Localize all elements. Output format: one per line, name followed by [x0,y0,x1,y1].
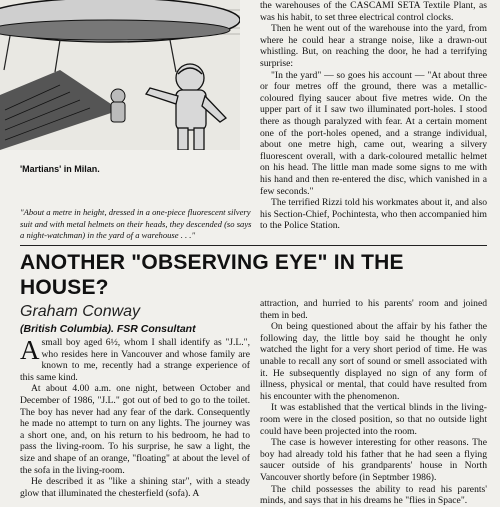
paragraph: He described it as "like a shining star", with a steady glow that illuminated the chesterfield (sofa). A [20,476,250,499]
paragraph: attraction, and hurried to his parents' room and joined them in bed. [260,298,487,321]
paragraph: the warehouses of the CASCAMI SETA Textile Plant, as was his habit, to set three electrical control clocks. [260,0,487,23]
paragraph: The child possesses the ability to read his parents' minds, and says that in his dreams he "flies in Space". [260,483,487,507]
illustration-quote: "About a metre in height, dressed in a one-piece fluorescent silvery suit and with metal helmets on their heads, they descended (so says a night-watchman) in the yard of a warehouse . . ." [20,207,252,240]
paragraph: "In the yard" — so goes his account — "At about three or four metres off the ground, there was a metallic-coloured flying saucer about five metres wide. On the upper part of it I saw two illuminated port-holes. I stood there as though paralyzed with fear. At a certain moment one of the port-holes opened, and a strange individual, about one metre high, came out, wearing a silvery fluorescent overall, with a dark-coloured metallic helmet on his head. The little man made some signs to me with his hand and then re-entered the disc, which vanished in a few seconds." [260,69,487,197]
paragraph: On being questioned about the affair by his father the following day, the little boy said he thought he only watched the light for a very short period of time. He was unable to recall any sort of sound or smell associated with it. He subsequently displayed no sign of any form of illness, physical or mental, that could have resulted from his encounter with the phenomenon. [260,321,487,402]
article-author: Graham Conway [20,303,141,320]
article-headline: ANOTHER "OBSERVING EYE" IN THE HOUSE? [20,251,404,299]
section-divider [20,245,487,246]
article-right-column [260,298,487,507]
author-affiliation: (British Columbia). FSR Consultant [20,323,196,335]
drop-cap: A [20,335,40,365]
paragraph: Then he went out of the warehouse into the yard, from where he could hear a strange noise, like a drawn-out whistling. But, on reaching the door, he had a terrifying surprise: [260,23,487,69]
martians-illustration [0,0,240,150]
illustration-caption: 'Martians' in Milan. [20,164,100,174]
opening-paragraph [20,337,250,383]
opening-text: small boy aged 6½, whom I shall identify as "J.L.", who resides here in Vancouver and whose family are known to me, recently had a strange experience of this same kind. [20,337,250,383]
paragraph: The terrified Rizzi told his workmates about it, and also his Section-Chief, Pochintesta, who then accompanied him to the Police Station. [260,197,487,232]
paragraph: At about 4.00 a.m. one night, between October and December of 1986, "J.L." got out of bed to go to the toilet. The boy has never had any fear of the dark. Consequently he made no attempt to turn on any lights. The journey was a short one, and, on his return to his bedroom, he had to pass the living-room. To his surprise, he saw a light, the size and shape of an orange, "floating" at about the level of the sofa in the living-room. [20,383,250,476]
paragraph: The case is however interesting for other reasons. The boy had already told his father that he had seen a flying saucer outside of his grandparents' house in North Vancouver shortly before (in Septmber 1986). [260,437,487,483]
paragraph: It was established that the vertical blinds in the living-room were in the closed position, so that no outside light could have been projected into the room. [260,402,487,437]
article-left-column [20,337,250,499]
previous-article-column [260,0,487,232]
